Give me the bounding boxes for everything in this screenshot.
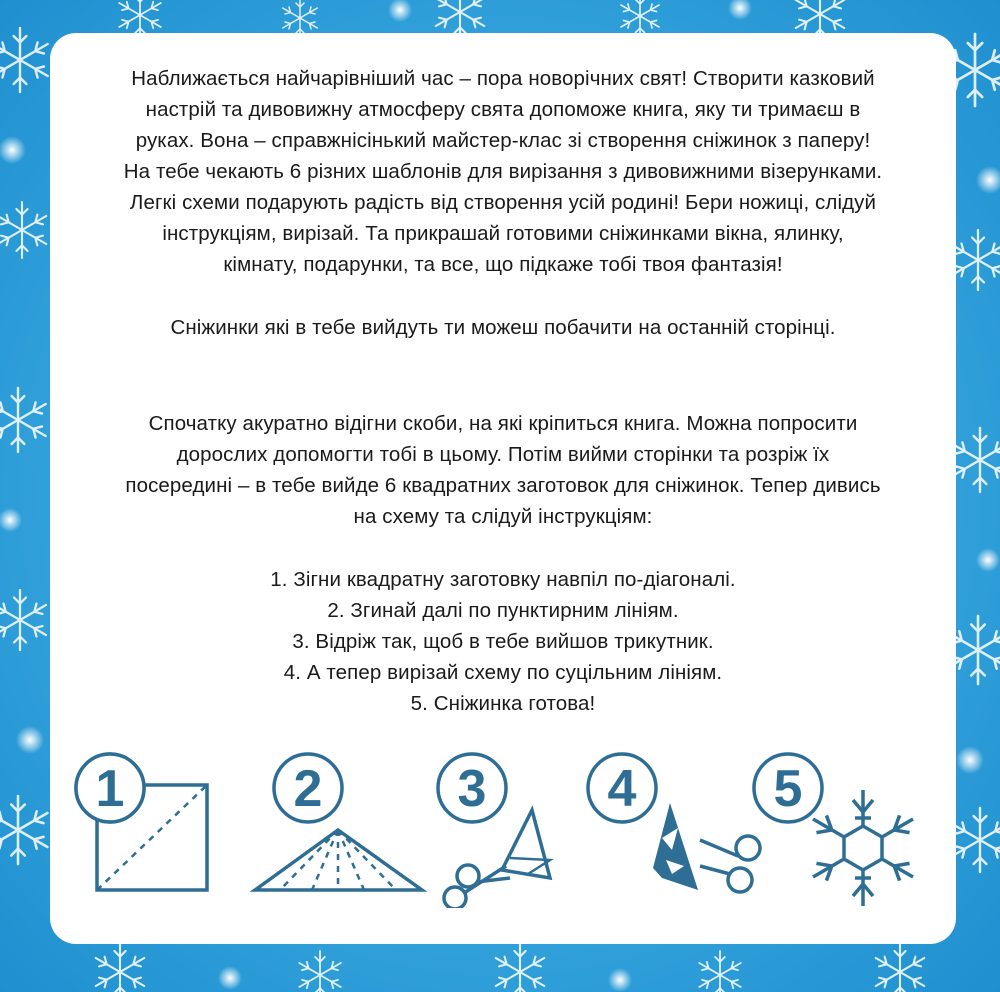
instructions-intro (50, 408, 956, 532)
snowflake-icon (813, 790, 913, 906)
step-number-5: 5 (773, 760, 803, 818)
preview-note-text: Сніжинки які в тебе вийдуть ти можеш побачити на останній сторінці. (170, 316, 836, 339)
step-3-diagram (438, 754, 550, 908)
intro-line: кімнату, подарунки, та все, що підкаже тобі твоя фантазія! (223, 253, 783, 276)
intro-paragraph (50, 63, 956, 280)
step-item: 1. Зігни квадратну заготовку навпіл по-діагоналі. (270, 568, 736, 591)
intro-line: інструкціям, вирізай. Та прикрашай готовими сніжинками вікна, ялинку, (162, 222, 844, 245)
step-number-3: 3 (457, 760, 487, 818)
scissors-cut-icon (444, 865, 510, 908)
step-2-diagram (255, 754, 422, 890)
intro-line: настрій та дивовижну атмосферу свята допоможе книга, яку ти тримаєш в (145, 98, 861, 121)
steps-list (50, 564, 956, 719)
step-item: 5. Сніжинка готова! (410, 692, 596, 715)
preview-note (50, 312, 956, 343)
step-number-2: 2 (293, 760, 323, 818)
instructions-line: дорослих допомогти тобі в цьому. Потім вийми сторінки та розріж їх (176, 443, 830, 466)
step-number-1: 1 (95, 760, 125, 818)
intro-line: руках. Вона – справжнісінький майстер-клас зі створення сніжинок з паперу! (135, 129, 871, 152)
steps-diagram (50, 748, 956, 908)
instructions-line: посередині – в тебе вийде 6 квадратних заготовок для сніжинок. Тепер дивись (125, 474, 881, 497)
step-item: 4. А тепер вирізай схему по суцільним лініям. (283, 661, 723, 684)
intro-line: Наближається найчарівніший час – пора новорічних свят! Створити казковий (131, 67, 875, 90)
scissors-pattern-icon (700, 836, 760, 892)
step-1-diagram (76, 754, 207, 890)
instructions-line: на схему та слідуй інструкціям: (353, 505, 653, 528)
intro-line: Легкі схеми подарують радість від створення усій родині! Бери ножиці, слідуй (129, 191, 877, 214)
step-5-diagram (754, 754, 913, 906)
step-4-diagram (588, 754, 760, 892)
step-item: 2. Згинай далі по пунктирним лініям. (327, 599, 679, 622)
content-panel (50, 33, 956, 944)
step-item: 3. Відріж так, щоб в тебе вийшов трикутник. (292, 630, 714, 653)
step-number-4: 4 (607, 760, 637, 818)
instructions-line: Спочатку акуратно відігни скоби, на які кріпиться книга. Можна попросити (148, 412, 858, 435)
intro-line: На тебе чекають 6 різних шаблонів для вирізання з дивовижними візерунками. (123, 160, 883, 183)
